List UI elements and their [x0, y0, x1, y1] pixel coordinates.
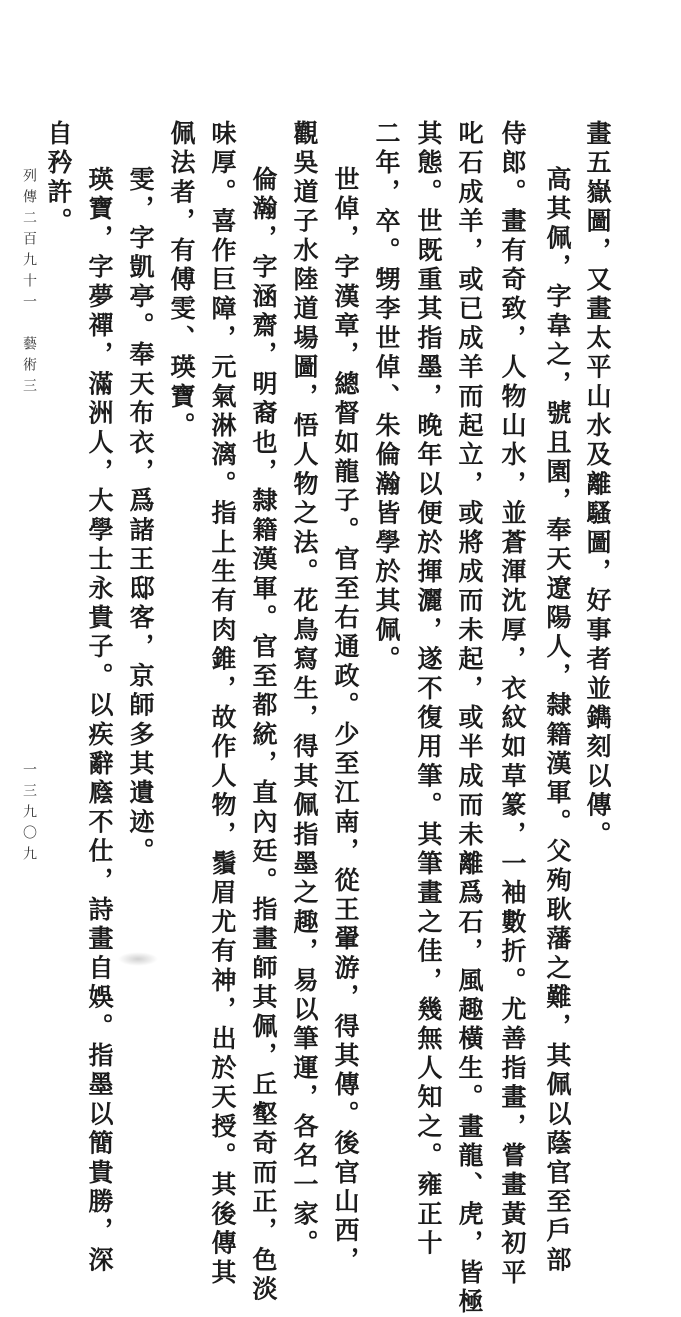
text-column-3: 侍郎。畫有奇致，人物山水，並蒼渾沈厚，衣紋如草篆，一袖數折。尤善指畫，嘗畫黃初平	[498, 120, 527, 1288]
text-column-13: 瑛寶，字夢禪，滿洲人，大學士永貴子。以疾辭廕不仕，詩畫自娛。指墨以簡貴勝，深	[85, 166, 114, 1276]
text-column-8: 觀吳道子水陸道場圖，悟人物之法。花鳥寫生，得其佩指墨之趣，易以筆運，各名一家。	[290, 120, 319, 1259]
text-column-1: 畫五嶽圖，又畫太平山水及離騷圖，好事者並鐫刻以傳。	[583, 120, 612, 850]
text-column-10: 味厚。喜作巨障，元氣淋漓。指上生有肉錐，故作人物，鬚眉尤有神，出於天授。其後傳其	[208, 120, 237, 1288]
text-column-6: 二年，卒。甥李世倬、朱倫瀚皆學於其佩。	[372, 120, 401, 675]
text-column-4: 叱石成羊，或已成羊而起立，或將成而未起，或半成而未離爲石，風趣橫生。畫龍、虎，皆極	[455, 120, 484, 1317]
text-column-7: 世倬，字漢章，總督如龍子。官至右通政。少至江南，從王翬游，得其傳。後官山西，	[331, 166, 360, 1276]
text-column-5: 其態。世既重其指墨，晚年以便於揮灑，遂不復用筆。其筆畫之佳，幾無人知之。雍正十	[414, 120, 443, 1259]
text-column-12: 雯，字凱亭。奉天布衣，爲諸王邸客，京師多其遺迹。	[126, 166, 155, 867]
ink-smudge	[118, 952, 158, 966]
text-column-14: 自矜許。	[44, 120, 73, 237]
text-column-9: 倫瀚，字涵齋，明裔也，隸籍漢軍。官至都統，直內廷。指畫師其佩，丘壑奇而正，色淡	[249, 166, 278, 1305]
text-column-2: 高其佩，字韋之，號且園，奉天遼陽人，隸籍漢軍。父殉耿藩之難，其佩以蔭官至戶部	[543, 166, 572, 1276]
page-number: 一三九〇九	[21, 762, 37, 867]
text-column-11: 佩法者，有傅雯、瑛寶。	[167, 120, 196, 442]
running-head: 列傳二百九十一 藝術三	[21, 168, 37, 399]
